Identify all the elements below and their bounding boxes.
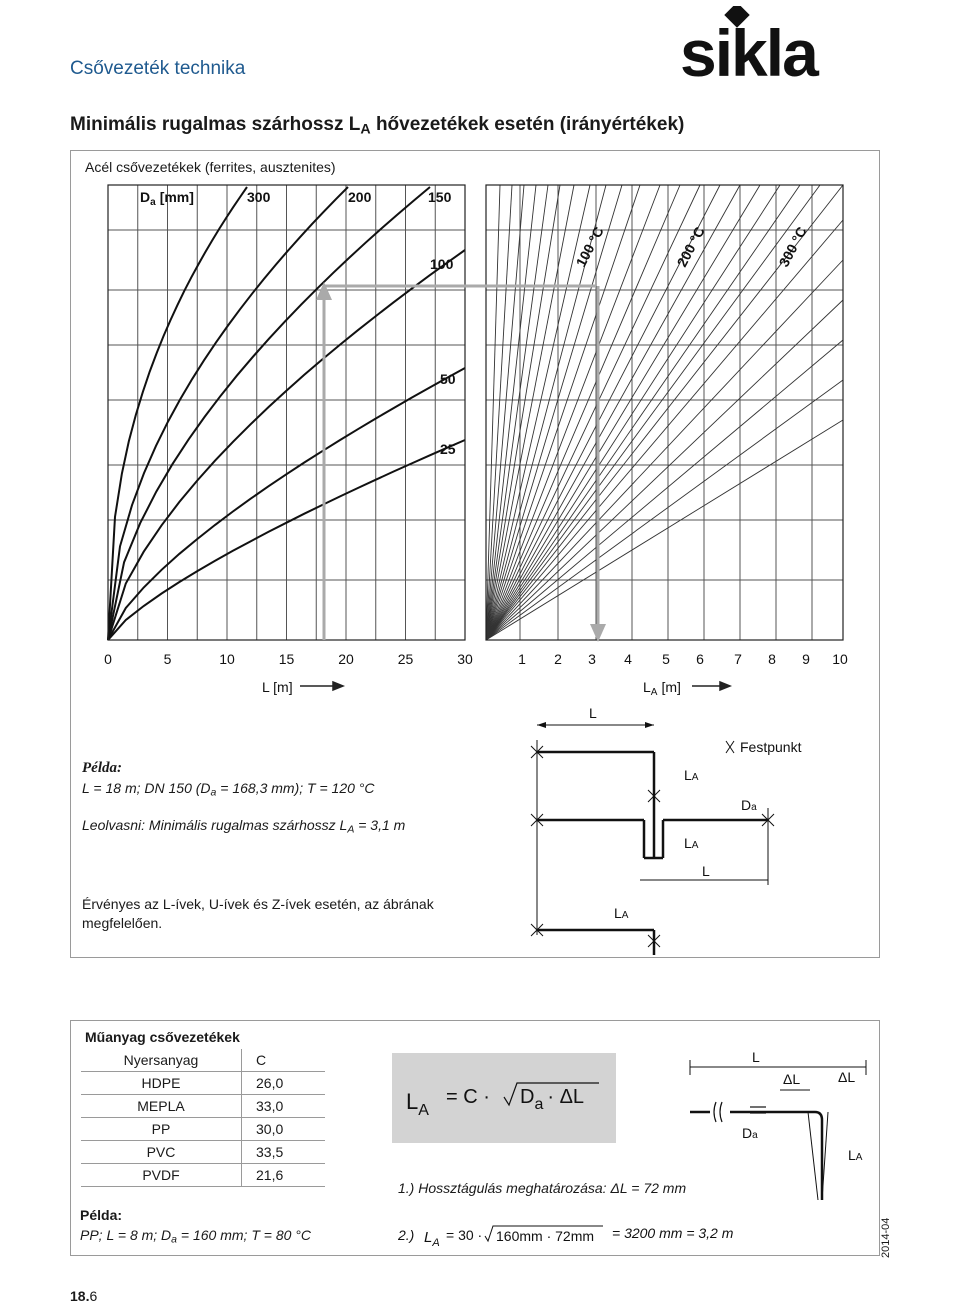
dim-label-LA: LA bbox=[684, 767, 699, 783]
svg-text:= 3200 mm = 3,2 m: = 3200 mm = 3,2 m bbox=[612, 1225, 734, 1241]
svg-text:2.): 2.) bbox=[398, 1227, 415, 1243]
temp-label-200: 200 °C bbox=[673, 223, 708, 270]
formula-eq: = C · bbox=[446, 1086, 490, 1108]
formula-root: $D_a \cdot \Delta L$ bbox=[520, 1086, 585, 1113]
curve-label-200: 200 bbox=[348, 189, 372, 205]
festpunkt-label: Festpunkt bbox=[740, 739, 802, 755]
dim-label-LA: LA bbox=[684, 835, 699, 851]
plastic-dim-Da: Da bbox=[742, 1125, 758, 1141]
plastic-heading: Műanyag csővezetékek bbox=[85, 1029, 240, 1045]
plastic-dim-dL2: ΔL bbox=[838, 1069, 856, 1085]
x-tick-label: 6 bbox=[696, 651, 704, 667]
x-tick-label: 7 bbox=[734, 651, 742, 667]
calc-step-1: 1.) Hossztágulás meghatározása: ΔL = 72 mm bbox=[398, 1180, 687, 1196]
x-tick-label: 5 bbox=[662, 651, 670, 667]
table-row: MEPLA 33,0 bbox=[81, 1095, 325, 1118]
right-x-label: $L_A$ [m] bbox=[643, 679, 681, 698]
curve-label-150: 150 bbox=[428, 189, 452, 205]
plastic-dim-LA: LA bbox=[848, 1147, 863, 1163]
dim-label-L: L bbox=[702, 863, 710, 879]
x-tick-label: 10 bbox=[832, 651, 848, 667]
page-title: Minimális rugalmas szárhossz $L_A$ hővezetékek esetén (irányértékek) bbox=[70, 114, 685, 138]
table-row: PP 30,0 bbox=[81, 1118, 325, 1141]
validity-note: Érvényes az L-ívek, U-ívek és Z-ívek esetén, az ábrának megfelelően. bbox=[82, 896, 434, 931]
formula bbox=[392, 1053, 616, 1143]
dim-label-Da: Da bbox=[741, 797, 757, 813]
calc-step-2 bbox=[398, 1224, 758, 1253]
example-label: Példa: bbox=[82, 760, 122, 776]
x-tick-label: 2 bbox=[554, 651, 562, 667]
x-tick-label: 10 bbox=[219, 651, 235, 667]
sikla-logo bbox=[680, 6, 880, 84]
curve-label-50: 50 bbox=[440, 371, 456, 387]
x-tick-label: 9 bbox=[802, 651, 810, 667]
table-row: HDPE 26,0 bbox=[81, 1072, 325, 1095]
plastic-dim-dL1: ΔL bbox=[783, 1071, 801, 1087]
x-tick-label: 20 bbox=[338, 651, 354, 667]
table-header-row bbox=[81, 1049, 325, 1072]
example-label: Példa: bbox=[80, 1207, 123, 1223]
example-line: PP; L = 8 m; $D_a = 160$ mm; T = 80 °C bbox=[80, 1227, 311, 1246]
x-tick-label: 8 bbox=[768, 651, 776, 667]
table-row: PVDF 21,6 bbox=[81, 1164, 325, 1187]
document-date: 2014-04 bbox=[880, 1217, 892, 1258]
plastic-example bbox=[80, 1205, 311, 1250]
example-line-2: Leolvasni: Minimális rugalmas szárhossz $L_A = 3,1$ m bbox=[82, 816, 406, 836]
x-tick-label: 30 bbox=[457, 651, 473, 667]
dim-label-LA: LA bbox=[614, 905, 629, 921]
example-line-1: L = 18 m; DN 150 ($D_a = 168,3$ mm); T = 120 °C bbox=[82, 780, 375, 799]
logo-text: sikla bbox=[680, 16, 817, 84]
curve-label-300: 300 bbox=[247, 189, 271, 205]
formula-box bbox=[392, 1053, 616, 1143]
da-axis-label: $D_a$ [mm] bbox=[140, 189, 194, 208]
steel-heading: Acél csővezetékek (ferrites, ausztenites) bbox=[85, 159, 336, 175]
temp-label-300: 300 °C bbox=[775, 223, 810, 270]
plastic-dim-L: L bbox=[752, 1049, 760, 1065]
svg-text:LA: $L_A$ bbox=[424, 1229, 440, 1249]
x-tick-label: 1 bbox=[518, 651, 526, 667]
steel-example bbox=[82, 758, 405, 839]
x-tick-label: 15 bbox=[278, 651, 295, 667]
svg-text:160mm · 72mm: 160mm · 72mm bbox=[496, 1228, 595, 1244]
temp-label-100: 100 °C bbox=[572, 223, 607, 270]
x-tick-label: 3 bbox=[588, 651, 596, 667]
curve-label-100: 100 bbox=[430, 256, 454, 272]
section-title: Csővezeték technika bbox=[70, 58, 246, 79]
table-header: Nyersanyag bbox=[81, 1049, 242, 1072]
curve-label-25: 25 bbox=[440, 441, 456, 457]
x-tick-label: 0 bbox=[104, 651, 112, 667]
x-tick-label: 25 bbox=[397, 651, 414, 667]
x-tick-label: 4 bbox=[624, 651, 632, 667]
svg-text:= 30 ·: = 30 · bbox=[446, 1227, 483, 1243]
dim-label-L: L bbox=[589, 705, 597, 721]
left-x-label: L [m] bbox=[262, 679, 293, 695]
table-header: C bbox=[242, 1049, 326, 1072]
x-tick-label: 5 bbox=[163, 651, 172, 667]
formula-lhs: $L_A$ bbox=[406, 1089, 429, 1119]
page-number: 18.6 bbox=[70, 1288, 98, 1304]
table-row: PVC 33,5 bbox=[81, 1141, 325, 1164]
material-table bbox=[81, 1049, 325, 1187]
